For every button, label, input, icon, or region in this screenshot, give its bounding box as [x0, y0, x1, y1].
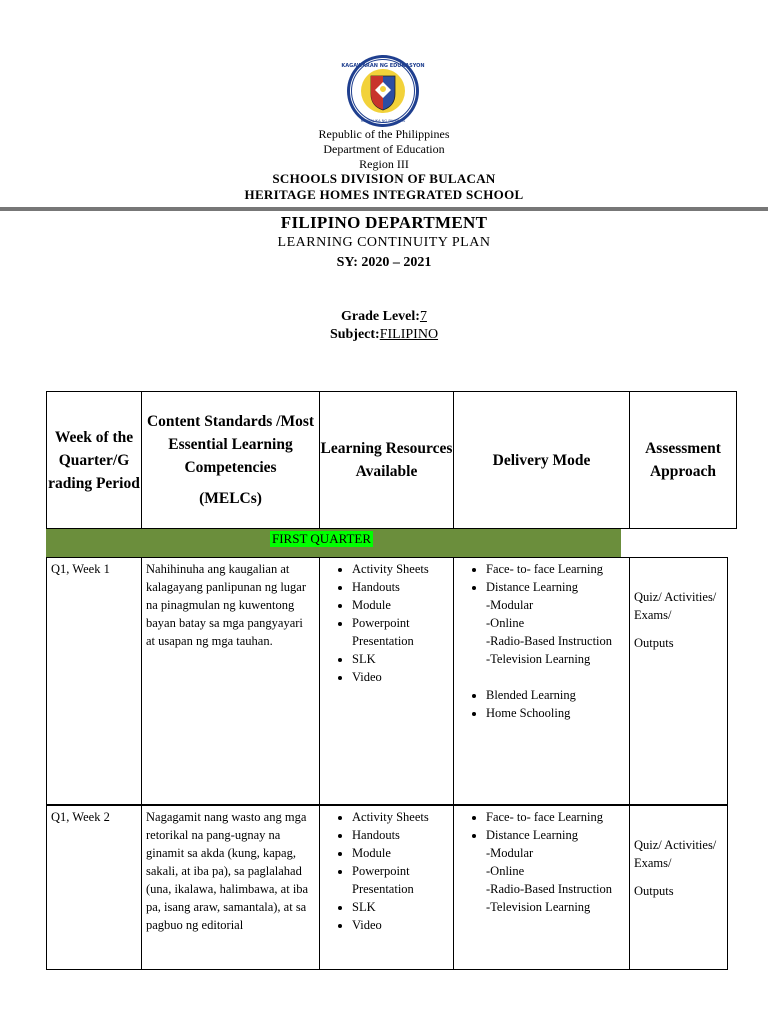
list-item: • Module	[352, 844, 449, 862]
division-line: SCHOOLS DIVISION OF BULACAN	[272, 171, 496, 186]
list-item: • Powerpoint Presentation	[352, 614, 449, 650]
delivery-sub-item: -Television Learning	[486, 900, 591, 914]
row2-content: Nagagamit nang wasto ang mga retorikal na pang-ugnay na ginamit sa akda (kung, kapag, sakali, at iba pa), sa paglalahad (una, ikalawa, halimbawa, at iba pa, isang araw, samantala), at sa pagbuo ng editorial	[141, 805, 320, 970]
subject-label: Subject:	[329, 327, 380, 342]
list-item: • Distance Learning	[486, 578, 625, 596]
school-year: SY: 2020 – 2021	[336, 255, 432, 270]
delivery-sub-item: -Modular	[486, 846, 534, 860]
delivery-sub-item: -Modular	[486, 598, 534, 612]
grade-level-value: 7	[419, 309, 427, 324]
assessment-text: Quiz/ Activities/ Exams/	[634, 838, 717, 870]
grade-level-label: Grade Level:	[341, 309, 420, 324]
row1-resources-list	[324, 560, 449, 686]
header-assessment	[629, 391, 737, 529]
list-item: • SLK	[352, 650, 449, 668]
assessment-text: Outputs	[634, 884, 674, 898]
delivery-sub-item: -Online	[486, 864, 525, 878]
header-resources-text: Learning Resources Available	[320, 440, 453, 480]
row1-week: Q1, Week 1	[46, 557, 142, 805]
republic-line: Republic of the Philippines	[318, 127, 450, 141]
row2-resources	[319, 805, 454, 970]
header-content	[141, 391, 320, 529]
header-divider	[0, 207, 768, 211]
header-week-text: Week of the Quarter/G rading Period	[48, 428, 140, 492]
header-delivery-text: Delivery Mode	[492, 451, 591, 469]
delivery-sub-item: -Radio-Based Instruction	[486, 634, 613, 648]
department-title: FILIPINO DEPARTMENT	[280, 213, 488, 232]
header-content-text: Content Standards /Most Essential Learning Competencies	[146, 413, 315, 476]
list-item: • Blended Learning	[486, 686, 625, 704]
deped-seal-logo	[341, 54, 425, 128]
row1-content: Nahihinuha ang kaugalian at kalagayang panlipunan ng lugar na pinagmulan ng kuwentong bayan batay sa mga pangyayari at usapan ng mga tauhan.	[141, 557, 320, 805]
row2-week: Q1, Week 2	[46, 805, 142, 970]
list-item: • SLK	[352, 898, 449, 916]
assessment-text: Quiz/ Activities/ Exams/	[634, 590, 717, 622]
header-delivery	[453, 391, 630, 529]
list-item: • Face- to- face Learning	[486, 560, 625, 578]
school-line: HERITAGE HOMES INTEGRATED SCHOOL	[244, 187, 524, 202]
header-melcs-text: (MELCs)	[199, 490, 262, 507]
list-item: • Handouts	[352, 578, 449, 596]
grade-level	[0, 309, 768, 325]
subject-value: FILIPINO	[379, 327, 439, 342]
header-week	[46, 391, 142, 529]
row2-resources-list	[324, 808, 449, 934]
list-item: • Handouts	[352, 826, 449, 844]
row2-delivery-list	[458, 808, 625, 844]
list-item: • Face- to- face Learning	[486, 808, 625, 826]
delivery-sub-item: -Radio-Based Instruction	[486, 882, 613, 896]
row1-delivery-list	[458, 560, 625, 596]
list-item: • Video	[352, 916, 449, 934]
plan-title: LEARNING CONTINUITY PLAN	[277, 235, 491, 250]
svg-text:REPUBLIKA NG PILIPINAS: REPUBLIKA NG PILIPINAS	[360, 119, 406, 123]
list-item: • Distance Learning	[486, 826, 625, 844]
list-item: • Home Schooling	[486, 704, 625, 722]
list-item: • Video	[352, 668, 449, 686]
assessment-text: Outputs	[634, 636, 674, 650]
row1-delivery	[453, 557, 630, 805]
delivery-sub-item: -Online	[486, 616, 525, 630]
list-item: • Activity Sheets	[352, 560, 449, 578]
region-line: Region III	[359, 157, 409, 171]
list-item: • Activity Sheets	[352, 808, 449, 826]
row2-delivery	[453, 805, 630, 970]
department-line: Department of Education	[323, 142, 445, 156]
list-item: • Module	[352, 596, 449, 614]
quarter-label: FIRST QUARTER	[272, 531, 372, 546]
list-item: • Powerpoint Presentation	[352, 862, 449, 898]
svg-text:KAGAWARAN NG EDUKASYON: KAGAWARAN NG EDUKASYON	[341, 63, 425, 69]
header-assessment-text: Assessment Approach	[645, 440, 721, 480]
header-resources	[319, 391, 454, 529]
subject	[0, 327, 768, 343]
row1-resources	[319, 557, 454, 805]
delivery-sub-item: -Television Learning	[486, 652, 591, 666]
row1-assessment	[629, 557, 728, 805]
row1-delivery-list-2	[458, 686, 625, 722]
row2-assessment	[629, 805, 728, 970]
